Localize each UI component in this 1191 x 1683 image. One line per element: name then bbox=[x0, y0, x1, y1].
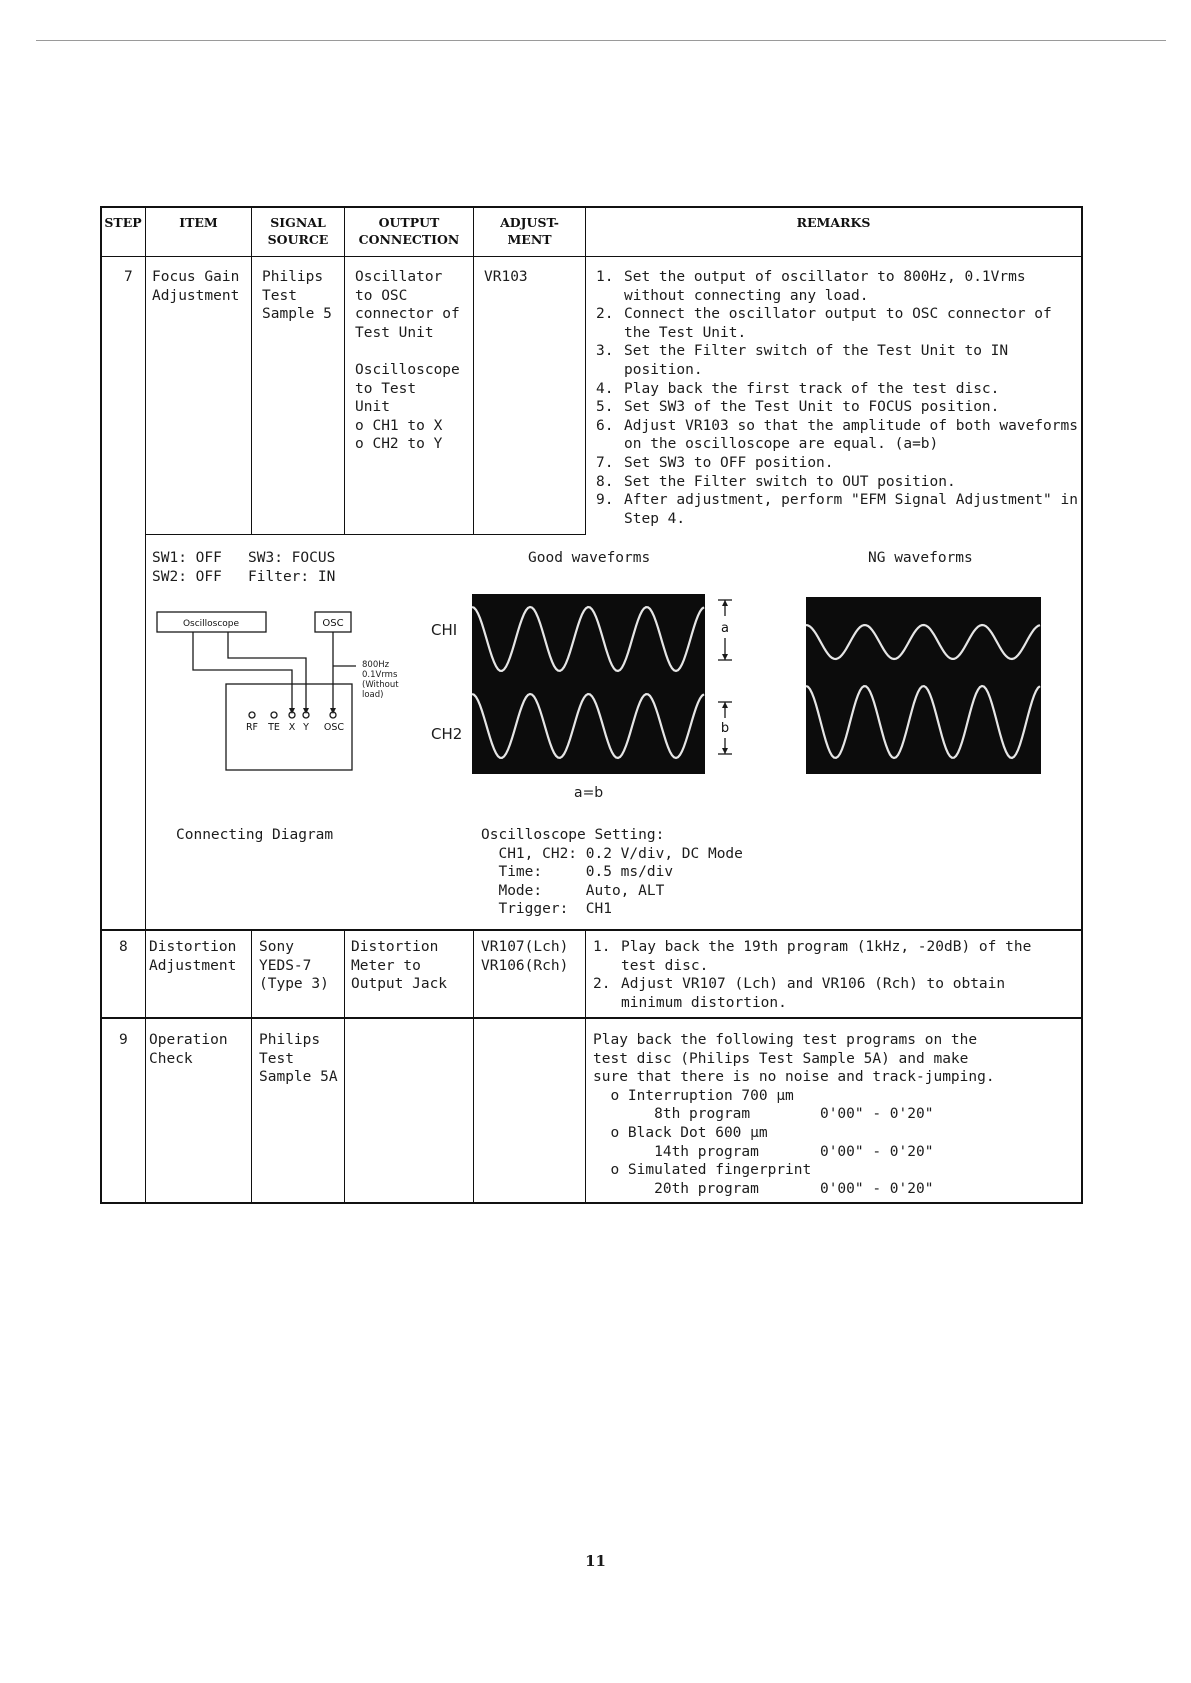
signal-source-r8: Sony YEDS-7 (Type 3) bbox=[259, 939, 329, 993]
item-col-divider-r7 bbox=[251, 206, 252, 535]
remark-item bbox=[596, 398, 1082, 417]
good-ch1-trace bbox=[472, 607, 704, 671]
remark-text: Set the output of oscillator to 800Hz, 0.1Vrms without connecting any load. bbox=[624, 269, 1026, 304]
item-focus-gain: Focus Gain Adjustment bbox=[152, 269, 240, 304]
remark-item bbox=[593, 938, 1073, 975]
source-col-divider-r7 bbox=[344, 206, 345, 535]
good-ch2-trace bbox=[472, 694, 704, 758]
step-7: 7 bbox=[124, 269, 133, 285]
a-label: a bbox=[721, 621, 729, 636]
step-9: 9 bbox=[119, 1032, 128, 1048]
remark-text: Play back the 19th program (1kHz, -20dB) of the test disc. bbox=[621, 939, 1032, 974]
terminal-rf: RF bbox=[245, 722, 259, 733]
remark-item bbox=[596, 473, 1082, 492]
terminal-x: X bbox=[288, 722, 296, 733]
amplitude-markers bbox=[712, 598, 752, 758]
remark-item bbox=[596, 417, 1082, 454]
header-remarks: REMARKS bbox=[796, 215, 871, 230]
remarks-list-r8 bbox=[593, 938, 1073, 1012]
table-top-border bbox=[100, 206, 1082, 208]
ng-waveform-traces bbox=[806, 597, 1041, 774]
remark-number: 2. bbox=[596, 306, 614, 323]
remark-number: 4. bbox=[596, 380, 614, 397]
remark-text: Set the Filter switch of the Test Unit to IN position. bbox=[624, 343, 1009, 378]
remark-text: After adjustment, perform "EFM Signal Adjustment" in Step 4. bbox=[624, 492, 1078, 527]
terminal-y: Y bbox=[303, 722, 309, 733]
remark-item bbox=[596, 305, 1082, 342]
item-col-divider-r89 bbox=[251, 929, 252, 1203]
remark-item bbox=[593, 975, 1073, 1012]
diagram-oscilloscope-box-label: Oscilloscope bbox=[182, 619, 240, 629]
row9-top-border bbox=[100, 1017, 1082, 1019]
remark-number: 3. bbox=[596, 343, 614, 360]
terminal-te: TE bbox=[268, 722, 280, 733]
header-item: ITEM bbox=[179, 215, 218, 230]
remark-text: Set SW3 of the Test Unit to FOCUS position. bbox=[624, 399, 1000, 416]
remarks-list-r7 bbox=[596, 268, 1082, 528]
remark-item bbox=[596, 268, 1082, 305]
terminal-osc: OSC bbox=[323, 722, 345, 733]
adjustment-r8: VR107(Lch) VR106(Rch) bbox=[481, 939, 569, 974]
ng-ch1-trace bbox=[806, 625, 1040, 659]
header-divider bbox=[100, 256, 1082, 257]
output-col-divider-r7 bbox=[473, 206, 474, 535]
step-8: 8 bbox=[119, 939, 128, 955]
page-number: 11 bbox=[585, 1552, 606, 1570]
b-label: b bbox=[720, 721, 730, 736]
step-col-divider bbox=[145, 206, 146, 1204]
table-bottom-border bbox=[100, 1202, 1082, 1204]
remark-item bbox=[596, 342, 1082, 379]
ng-waveforms-label: NG waveforms bbox=[868, 550, 973, 566]
remark-number: 2. bbox=[593, 976, 611, 993]
remarks-r9: Play back the following test programs on the test disc (Philips Test Sample 5A) and make sure that there is no noise and track-jumping. o Interruption 700 µm 8th program 0'00" - 0'20" o Black Dot 600 µm 14th program 0'00" - 0'20" o Simulated fingerprint 20th program 0'00" - 0'20" bbox=[593, 1032, 995, 1197]
header-signal-source: SIGNAL SOURCE bbox=[267, 215, 329, 247]
ng-waveform-screen bbox=[806, 597, 1041, 774]
row7-inner-bottom bbox=[145, 534, 586, 535]
ng-ch2-trace bbox=[806, 686, 1040, 758]
header-step: STEP bbox=[104, 215, 142, 230]
adjust-col-divider-r7 bbox=[585, 206, 586, 535]
ch1-label: CHI bbox=[431, 621, 458, 639]
item-operation-check: Operation Check bbox=[149, 1032, 228, 1067]
table-left-border bbox=[100, 206, 102, 1204]
header-adjustment: ADJUST- MENT bbox=[500, 215, 559, 247]
remark-text: Play back the first track of the test disc. bbox=[624, 380, 1000, 397]
remark-item bbox=[596, 380, 1082, 399]
remark-number: 5. bbox=[596, 399, 614, 416]
remark-number: 1. bbox=[593, 939, 611, 955]
remark-number: 8. bbox=[596, 473, 614, 490]
connecting-diagram-caption: Connecting Diagram bbox=[176, 827, 334, 843]
remark-item bbox=[596, 454, 1082, 473]
remark-number: 7. bbox=[596, 454, 614, 471]
switch-settings: SW1: OFF SW3: FOCUS SW2: OFF Filter: IN bbox=[152, 550, 336, 585]
remark-number: 6. bbox=[596, 417, 614, 434]
remark-text: Adjust VR107 (Lch) and VR106 (Rch) to obtain minimum distortion. bbox=[621, 976, 1006, 1011]
adjustment-r7: VR103 bbox=[484, 269, 528, 285]
signal-note: 800Hz 0.1Vrms (Without load) bbox=[362, 660, 399, 700]
output-connection-r8: Distortion Meter to Output Jack bbox=[351, 939, 448, 993]
remark-text: Adjust VR103 so that the amplitude of both waveforms on the oscilloscope are equal. (a=b) bbox=[624, 417, 1078, 453]
remark-text: Set the Filter switch to OUT position. bbox=[624, 473, 956, 490]
adjust-col-divider-r89 bbox=[585, 929, 586, 1203]
signal-source-r9: Philips Test Sample 5A bbox=[259, 1032, 338, 1086]
oscilloscope-setting: Oscilloscope Setting: CH1, CH2: 0.2 V/div, DC Mode Time: 0.5 ms/div Mode: Auto, ALT Trigger: CH1 bbox=[481, 827, 743, 918]
item-distortion: Distortion Adjustment bbox=[149, 939, 237, 974]
remark-item bbox=[596, 491, 1082, 528]
good-waveform-screen bbox=[472, 594, 705, 774]
remark-text: Connect the oscillator output to OSC connector of the Test Unit. bbox=[624, 306, 1052, 341]
header-output-connection: OUTPUT CONNECTION bbox=[358, 215, 460, 247]
remark-text: Set SW3 to OFF position. bbox=[624, 454, 834, 471]
output-connection-r7: Oscillator to OSC connector of Test Unit Oscilloscope to Test Unit o CH1 to X o CH2 to Y bbox=[355, 269, 460, 453]
ch2-label: CH2 bbox=[431, 725, 463, 743]
source-col-divider-r89 bbox=[344, 929, 345, 1203]
remark-number: 9. bbox=[596, 492, 614, 509]
good-waveform-traces bbox=[472, 594, 705, 774]
signal-source-r7: Philips Test Sample 5 bbox=[262, 269, 332, 323]
good-waveforms-label: Good waveforms bbox=[528, 550, 651, 566]
remark-number: 1. bbox=[596, 269, 614, 285]
row8-top-border bbox=[100, 929, 1082, 931]
output-col-divider-r89 bbox=[473, 929, 474, 1203]
diagram-osc-box-label: OSC bbox=[322, 618, 344, 629]
a-equals-b-label: a=b bbox=[574, 785, 604, 801]
